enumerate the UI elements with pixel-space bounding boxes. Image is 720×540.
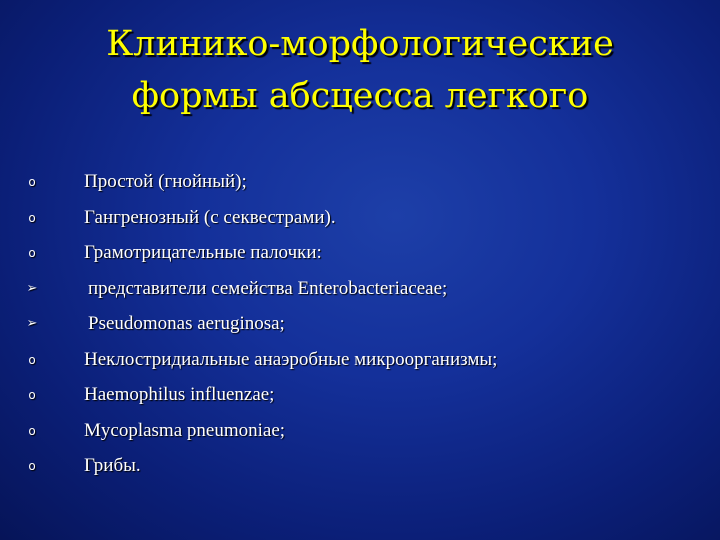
list-item-text: Гангренозный (с секвестрами). — [84, 206, 336, 228]
list-item — [0, 168, 720, 204]
list-item — [0, 204, 720, 240]
list-item — [0, 275, 720, 311]
list-item — [0, 381, 720, 417]
list-item — [0, 239, 720, 275]
list-item-text: Pseudomonas aeruginosa; — [88, 313, 285, 334]
list-item — [0, 310, 720, 346]
list-item-text: Haemophilus influenzae; — [84, 384, 275, 405]
list-item — [0, 346, 720, 382]
circle-bullet-icon: o — [28, 388, 36, 402]
circle-bullet-icon: o — [28, 423, 36, 438]
circle-bullet-icon: o — [28, 175, 36, 189]
list-item — [0, 417, 720, 453]
list-item-text: Неклостридиальные анаэробные микроорганизмы; — [84, 348, 498, 370]
arrow-bullet-icon: ➢ — [26, 316, 38, 331]
title-line-1: Клинико-морфологические — [106, 24, 614, 64]
list-item-text: Mycoplasma pneumoniae; — [84, 419, 286, 441]
arrow-bullet-icon: ➢ — [26, 280, 38, 296]
circle-bullet-icon: o — [28, 246, 36, 260]
list-item-text: Грибы. — [84, 455, 141, 476]
list-item-text: представители семейства Enterobacteriaceae; — [88, 277, 448, 299]
bullet-list — [0, 168, 720, 488]
slide-title — [60, 18, 660, 122]
title-line-2: формы абсцесса легкого — [131, 76, 589, 116]
circle-bullet-icon: o — [28, 352, 36, 367]
circle-bullet-icon: o — [28, 459, 36, 473]
list-item — [0, 452, 720, 488]
list-item-text: Грамотрицательные палочки: — [84, 242, 322, 263]
list-item-text: Простой (гнойный); — [84, 171, 247, 192]
circle-bullet-icon: o — [28, 210, 36, 225]
